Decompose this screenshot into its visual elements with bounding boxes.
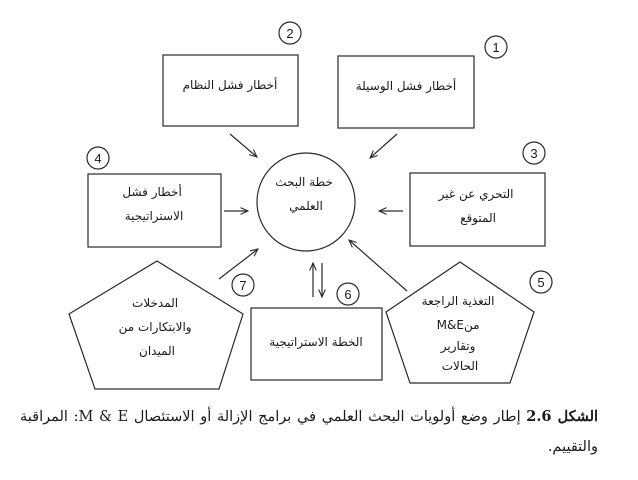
node-7-number: 7 xyxy=(239,278,247,293)
arrow-node1-to-center xyxy=(370,134,397,158)
node-1-label: أخطار فشل الوسيلة xyxy=(355,79,457,93)
center-node xyxy=(257,153,355,251)
node-6-label: الخطة الاستراتيجية xyxy=(269,335,363,349)
node-2-label: أخطار فشل النظام xyxy=(182,78,278,92)
node-5 xyxy=(386,262,552,383)
node-5-label: التغذية الراجعة M&Eمن وتقارير الحالات xyxy=(421,294,495,373)
caption-label: الشكل 2.6 xyxy=(526,408,599,425)
node-7-label: المدخلات والابتكارات من الميدان xyxy=(118,296,192,358)
center-label: خطة البحث العلمي xyxy=(275,175,333,213)
node-4-number: 4 xyxy=(94,151,102,166)
node-1-number: 1 xyxy=(492,40,500,55)
node-1 xyxy=(338,36,507,128)
node-4-label: أخطار فشل الاستراتيجية xyxy=(122,185,184,223)
node-2-number: 2 xyxy=(286,26,294,41)
node-3-label: التحري عن غير المتوقع xyxy=(438,187,514,225)
arrow-node2-to-center xyxy=(230,134,257,157)
node-3-number: 3 xyxy=(530,146,538,161)
node-5-number: 5 xyxy=(537,275,545,290)
node-3 xyxy=(410,142,545,246)
node-7 xyxy=(69,261,254,389)
arrow-node5-to-center xyxy=(349,240,407,291)
node-4 xyxy=(87,147,221,247)
caption-text: إطار وضع أولويات البحث العلمي في برامج الإزالة أو الاستئصال M & E: المراقبة والتقييم. xyxy=(20,409,598,455)
node-2 xyxy=(163,22,301,126)
figure-caption xyxy=(20,402,598,462)
node-6-number: 6 xyxy=(344,287,352,302)
node-6 xyxy=(251,283,382,380)
